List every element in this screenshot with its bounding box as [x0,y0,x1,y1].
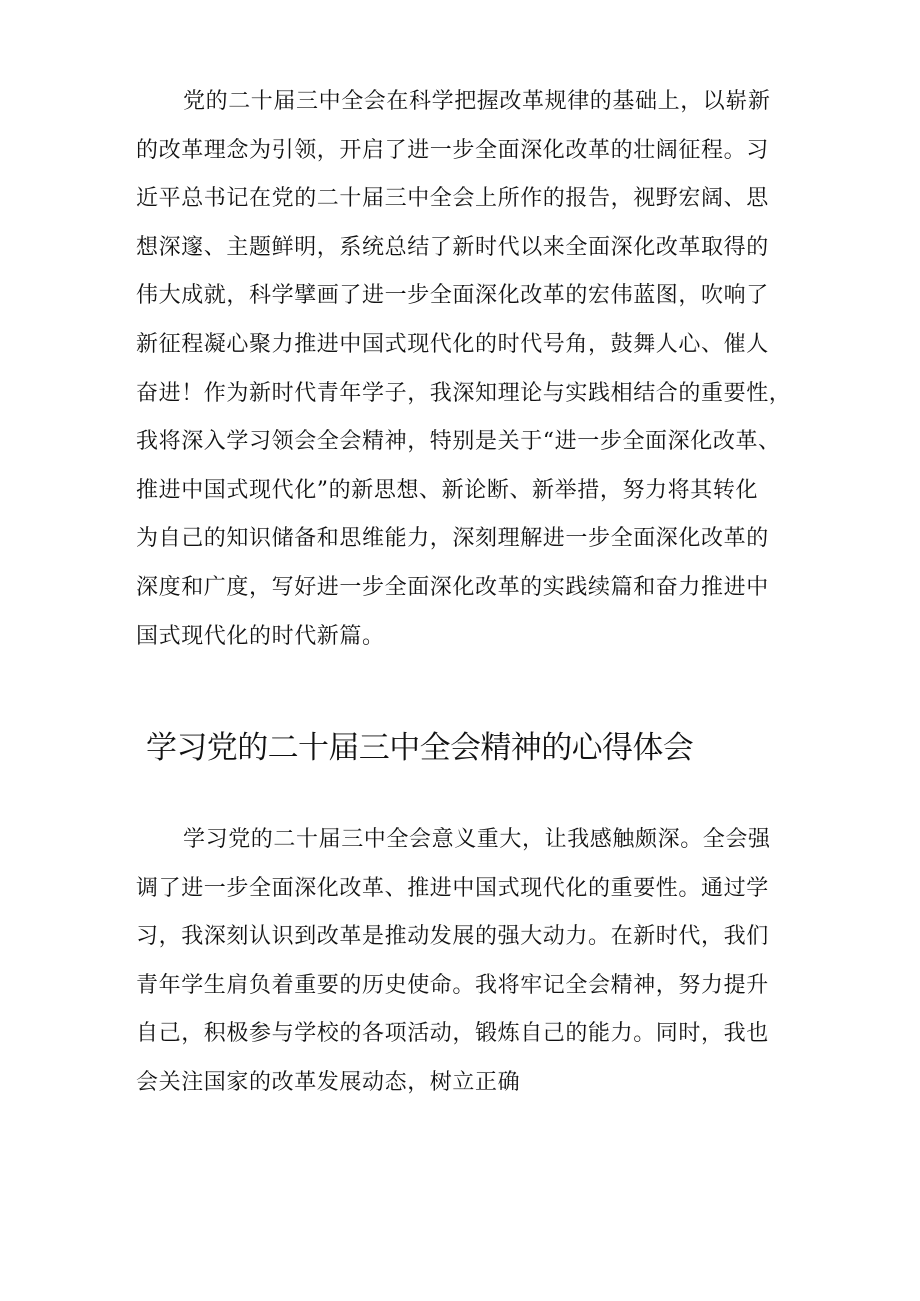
paragraph-1-line: 国式现代化的时代新篇。 [136,623,385,649]
paragraph-2-line: 会关注国家的改革发展动态，树立正确 [136,1069,521,1095]
paragraph-2-line: 自己，积极参与学校的各项活动，锻炼自己的能力。同时，我也 [136,1021,769,1047]
paragraph-1-line: 为自己的知识储备和思维能力，深刻理解进一步全面深化改革的 [136,526,769,552]
paragraph-1-line: 新征程凝心聚力推进中国式现代化的时代号角，鼓舞人心、催人 [136,331,769,357]
paragraph-1-line: 的改革理念为引领，开启了进一步全面深化改革的壮阔征程。习 [136,137,769,163]
paragraph-1-line: 近平总书记在党的二十届三中全会上所作的报告，视野宏阔、思 [136,186,769,212]
paragraph-2-line: 青年学生肩负着重要的历史使命。我将牢记全会精神，努力提升 [136,972,769,998]
paragraph-1-line: 推进中国式现代化”的新思想、新论断、新举措，努力将其转化 [136,477,759,503]
paragraph-1 [136,78,796,661]
paragraph-2-line: 调了进一步全面深化改革、推进中国式现代化的重要性。通过学 [136,875,769,901]
paragraph-1-line: 奋进！作为新时代青年学子，我深知理论与实践相结合的重要性， [136,380,792,406]
paragraph-1-line: 想深邃、主题鲜明，系统总结了新时代以来全面深化改革取得的 [136,234,769,260]
paragraph-1-line: 我将深入学习领会全会精神，特别是关于“进一步全面深化改革、 [136,429,781,455]
paragraph-2-line: 学习党的二十届三中全会意义重大，让我感触颇深。全会强 [183,827,771,852]
paragraph-1-line: 伟大成就，科学擘画了进一步全面深化改革的宏伟蓝图，吹响了 [136,283,769,309]
section-heading: 学习党的二十届三中全会精神的心得体会 [146,730,694,766]
paragraph-1-line: 党的二十届三中全会在科学把握改革规律的基础上，以崭新 [183,89,771,114]
paragraph-2-line: 习，我深刻认识到改革是推动发展的强大动力。在新时代，我们 [136,924,769,950]
paragraph-2 [136,816,796,1108]
paragraph-1-line: 深度和广度，写好进一步全面深化改革的实践续篇和奋力推进中 [136,574,769,600]
